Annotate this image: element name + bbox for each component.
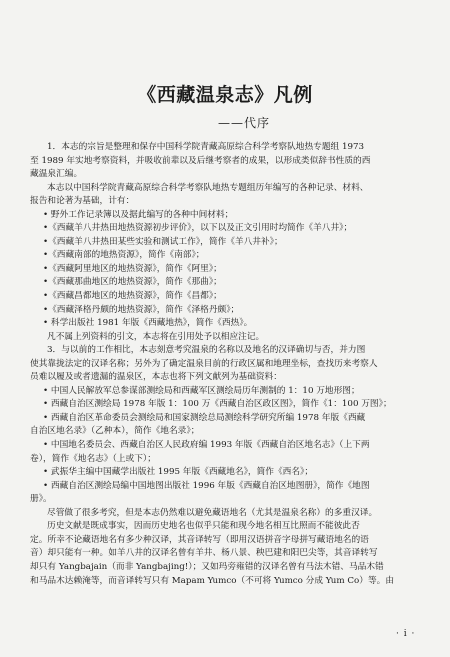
- text-line: •《西藏羊八井热田地热资源初步评价》，以下以及正文引用时均简作《羊八井》；: [43, 223, 353, 234]
- text-line: •《西藏那曲地区的地热资源》，简作《那曲》；: [43, 277, 222, 288]
- text-line: •《西藏泽格丹颇的地热资源》，简作《泽格丹颇》；: [43, 304, 240, 315]
- text-line: •《西藏羊八井热田某些实验和测试工作》，简作《羊八井补》；: [43, 236, 283, 247]
- text-line: • 武振华主编中国藏学出版社 1995 年版《西藏地名》，简作《西名》；: [43, 467, 314, 478]
- text-line: 自治区地名录》（乙种本），简作《地名录》；: [30, 426, 200, 437]
- text-line: 定。所幸不论藏语地名有多少种汉译，其音译转写（即用汉语拼音字母拼写藏语地名的语: [30, 534, 369, 545]
- text-line: •《西藏南部的地热资源》，简作《南部》；: [43, 250, 205, 261]
- text-line: 和马品木达赖淹等，而音译转写只有 Mapam Yumco（不可将 Yumco 分成 Yum Co）等。由: [30, 575, 395, 586]
- page-subtitle: ——代序: [217, 116, 270, 130]
- text-line: • 中国人民解放军总参谋部测绘局和西藏军区测绘局历年测制的 1：10 万地形图；: [43, 385, 360, 396]
- text-line: • 西藏自治区测绘局 1978 年版 1：100 万《西藏自治区政区图》，简作《1：100 万图》；: [43, 399, 392, 410]
- text-line: • 西藏自治区革命委员会测绘局和国家测绘总局测绘科学研究所编 1978 年版《西藏: [43, 412, 366, 423]
- text-line: • 野外工作记录簿以及据此编写的各种中间材料；: [43, 209, 234, 220]
- text-line: 本志以中国科学院青藏高原综合科学考察队地热专题组历年编写的各种记录、材料、: [47, 182, 369, 193]
- text-line: 音）却只能有一种。如羊八井的汉译名曾有羊井、杨八景、秧巴建和阳巴尖等，其音译转写: [30, 548, 378, 559]
- text-line: 至 1989 年实地考察资料，并吸收前辈以及后继考察者的成果，以形成类似辞书性质的西: [30, 155, 371, 166]
- page-number: · i ·: [396, 629, 416, 639]
- page-title: 《西藏温泉志》凡例: [137, 84, 313, 106]
- text-line: 3．与以前的工作相比，本志刻意考究温泉的名称以及地名的汉译确切与否，并力图: [47, 345, 366, 356]
- text-line: 使其靠拢法定的汉译名称；另外为了确定温泉目前的行政区属和地理坐标，查找历来考察人: [30, 358, 378, 369]
- body-text: [30, 141, 422, 588]
- text-line: • 中国地名委员会、西藏自治区人民政府编 1993 年版《西藏自治区地名志》（上下两: [43, 440, 370, 451]
- text-line: 卷），简作《地名志》（上或下）；: [30, 453, 156, 464]
- text-line: • 科学出版社 1981 年版《西藏地热》，简作《西热》。: [43, 318, 253, 329]
- text-line: •《西藏昌都地区的地热资源》，简作《昌都》；: [43, 291, 222, 302]
- text-line: 历史文献是既成事实，因而历史地名也似乎只能和现今地名相互比照而不能彼此否: [47, 521, 360, 532]
- text-line: 员难以履及或者遗漏的温泉区，本志也将下列文献列为基础资料：: [30, 372, 282, 383]
- text-line: 却只有 Yangbajain（而非 Yangbajing!）；又如玛旁雍错的汉译名曾有马法木错、马品木错: [30, 561, 384, 572]
- text-line: 凡不属上列资料的引文，本志将在引用处予以相应注记。: [47, 331, 265, 342]
- text-line: • 西藏自治区测绘局编中国地图出版社 1996 年版《西藏自治区地图册》，简作《地图: [43, 480, 370, 491]
- text-line: 报告和论著为基础，计有：: [30, 196, 135, 207]
- text-line: 藏温泉汇编。: [30, 169, 83, 180]
- text-line: 尽管做了很多考究，但是本志仍然难以避免藏语地名（尤其是温泉名称）的多重汉译。: [47, 507, 378, 518]
- text-line: 1．本志的宗旨是整理和保存中国科学院青藏高原综合科学考察队地热专题组 1973: [47, 142, 365, 152]
- text-line: •《西藏阿里地区的地热资源》，简作《阿里》；: [43, 263, 222, 274]
- text-line: 册》。: [30, 494, 52, 505]
